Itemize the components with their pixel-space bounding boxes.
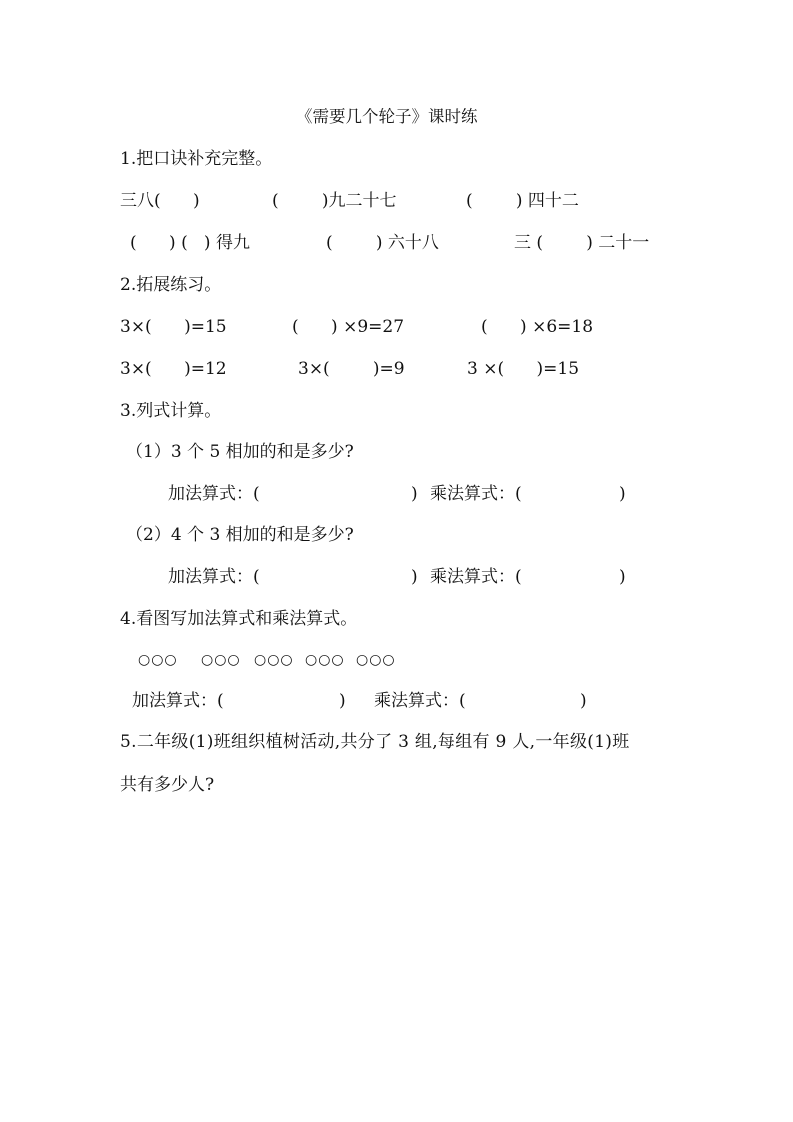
circle-group-5: ○○○ <box>356 652 396 668</box>
q3-sub1-add-label: 加法算式：( <box>168 484 260 504</box>
q1-blank-1: 三八( ) <box>120 191 200 211</box>
q2-equation-1: 3×( )=15 <box>120 317 227 337</box>
q3-sub2-add-close: ) <box>411 567 418 587</box>
q3-sub1-mul-label: 乘法算式：( <box>430 484 522 504</box>
question-1-heading: 1.把口诀补充完整。 <box>120 149 273 169</box>
q1-blank-5: ( ) 六十八 <box>326 233 439 253</box>
worksheet-title: 《需要几个轮子》课时练 <box>296 107 478 126</box>
q1-blank-2: ( )九二十七 <box>272 191 397 211</box>
circle-group-2: ○○○ <box>201 652 241 668</box>
question-4-heading: 4.看图写加法算式和乘法算式。 <box>120 609 358 629</box>
q4-mul-label: 乘法算式：( <box>374 691 466 711</box>
q3-sub1-question: （1）3 个 5 相加的和是多少? <box>126 442 354 462</box>
q3-sub2-mul-label: 乘法算式：( <box>430 567 522 587</box>
question-3-heading: 3.列式计算。 <box>120 401 222 421</box>
q2-equation-4: 3×( )=12 <box>120 359 227 379</box>
q4-add-close: ) <box>339 691 346 711</box>
q3-sub1-add-close: ) <box>411 484 418 504</box>
q1-blank-3: ( ) 四十二 <box>466 191 579 211</box>
circle-group-1: ○○○ <box>138 652 178 668</box>
q4-add-label: 加法算式：( <box>132 691 224 711</box>
q3-sub1-mul-close: ) <box>619 484 626 504</box>
q3-sub2-mul-close: ) <box>619 567 626 587</box>
q4-mul-close: ) <box>580 691 587 711</box>
q1-blank-4: ( ) ( ) 得九 <box>130 233 250 253</box>
q2-equation-6: 3 ×( )=15 <box>467 359 580 379</box>
q2-equation-2: ( ) ×9=27 <box>292 317 405 337</box>
question-2-heading: 2.拓展练习。 <box>120 275 222 295</box>
q3-sub2-add-label: 加法算式：( <box>168 567 260 587</box>
q3-sub2-question: （2）4 个 3 相加的和是多少? <box>126 525 354 545</box>
question-5-line-2: 共有多少人? <box>120 775 215 795</box>
circle-group-3: ○○○ <box>254 652 294 668</box>
circle-group-4: ○○○ <box>305 652 345 668</box>
q2-equation-5: 3×( )=9 <box>298 359 405 379</box>
question-5-line-1: 5.二年级(1)班组织植树活动,共分了 3 组,每组有 9 人,一年级(1)班 <box>120 732 630 752</box>
q1-blank-6: 三 ( ) 二十一 <box>514 233 650 253</box>
q2-equation-3: ( ) ×6=18 <box>481 317 594 337</box>
